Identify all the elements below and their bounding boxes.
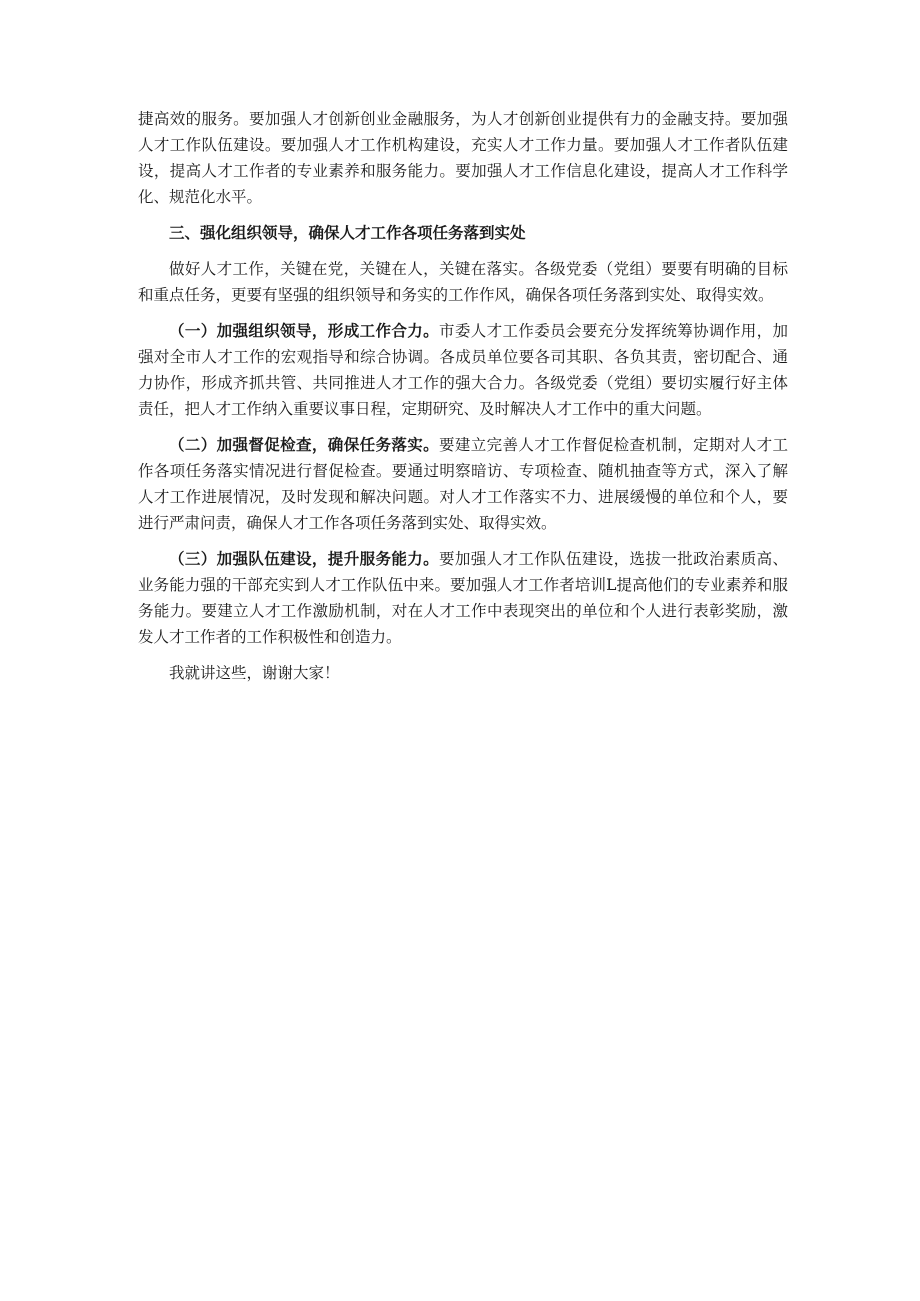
paragraph-continuation: 捷高效的服务。要加强人才创新创业金融服务，为人才创新创业提供有力的金融支持。要加强人才工作队伍建设。要加强人才工作机构建设，充实人才工作力量。要加强人才工作者队伍建设，提高人才工作者的专业素养和服务能力。要加强人才工作信息化建设，提高人才工作科学化、规范化水平。	[138, 110, 788, 206]
closing-remark: 我就讲这些，谢谢大家！	[169, 664, 340, 682]
document-page	[138, 106, 788, 696]
item-2-lead: （二）加强督促检查，确保任务落实。	[169, 436, 439, 454]
section-heading-3: 三、强化组织领导，确保人才工作各项任务落到实处	[169, 224, 526, 242]
item-1-paragraph	[138, 318, 788, 422]
item-1-lead: （一）加强组织领导，形成工作合力。	[169, 322, 439, 340]
section-3-intro: 做好人才工作，关键在党，关键在人，关键在落实。各级党委（党组）要要有明确的目标和重点任务，更要有坚强的组织领导和务实的工作作风，确保各项任务落到实处、取得实效。	[138, 260, 788, 304]
item-3-paragraph	[138, 546, 788, 650]
item-3-body: 要加强人才工作队伍建设，选拔一批政治素质高、业务能力强的干部充实到人才工作队伍中来。要加强人才工作者培训L提高他们的专业素养和服务能力。要建立人才工作激励机制，对在人才工作中表现突出的单位和个人进行表彰奖励，激发人才工作者的工作积极性和创造力。	[138, 550, 788, 646]
item-1-body: 市委人才工作委员会要充分发挥统筹协调作用，加强对全市人才工作的宏观指导和综合协调。各成员单位要各司其职、各负其责，密切配合、通力协作，形成齐抓共管、共同推进人才工作的强大合力。各级党委（党组）要切实履行好主体责任，把人才工作纳入重要议事日程，定期研究、及时解决人才工作中的重大问题。	[138, 322, 788, 418]
item-2-body: 要建立完善人才工作督促检查机制，定期对人才工作各项任务落实情况进行督促检查。要通过明察暗访、专项检查、随机抽查等方式，深入了解人才工作进展情况，及时发现和解决问题。对人才工作落实不力、进展缓慢的单位和个人，要进行严肃问责，确保人才工作各项任务落到实处、取得实效。	[138, 436, 788, 532]
item-3-lead: （三）加强队伍建设，提升服务能力。	[169, 550, 439, 568]
item-2-paragraph	[138, 432, 788, 536]
